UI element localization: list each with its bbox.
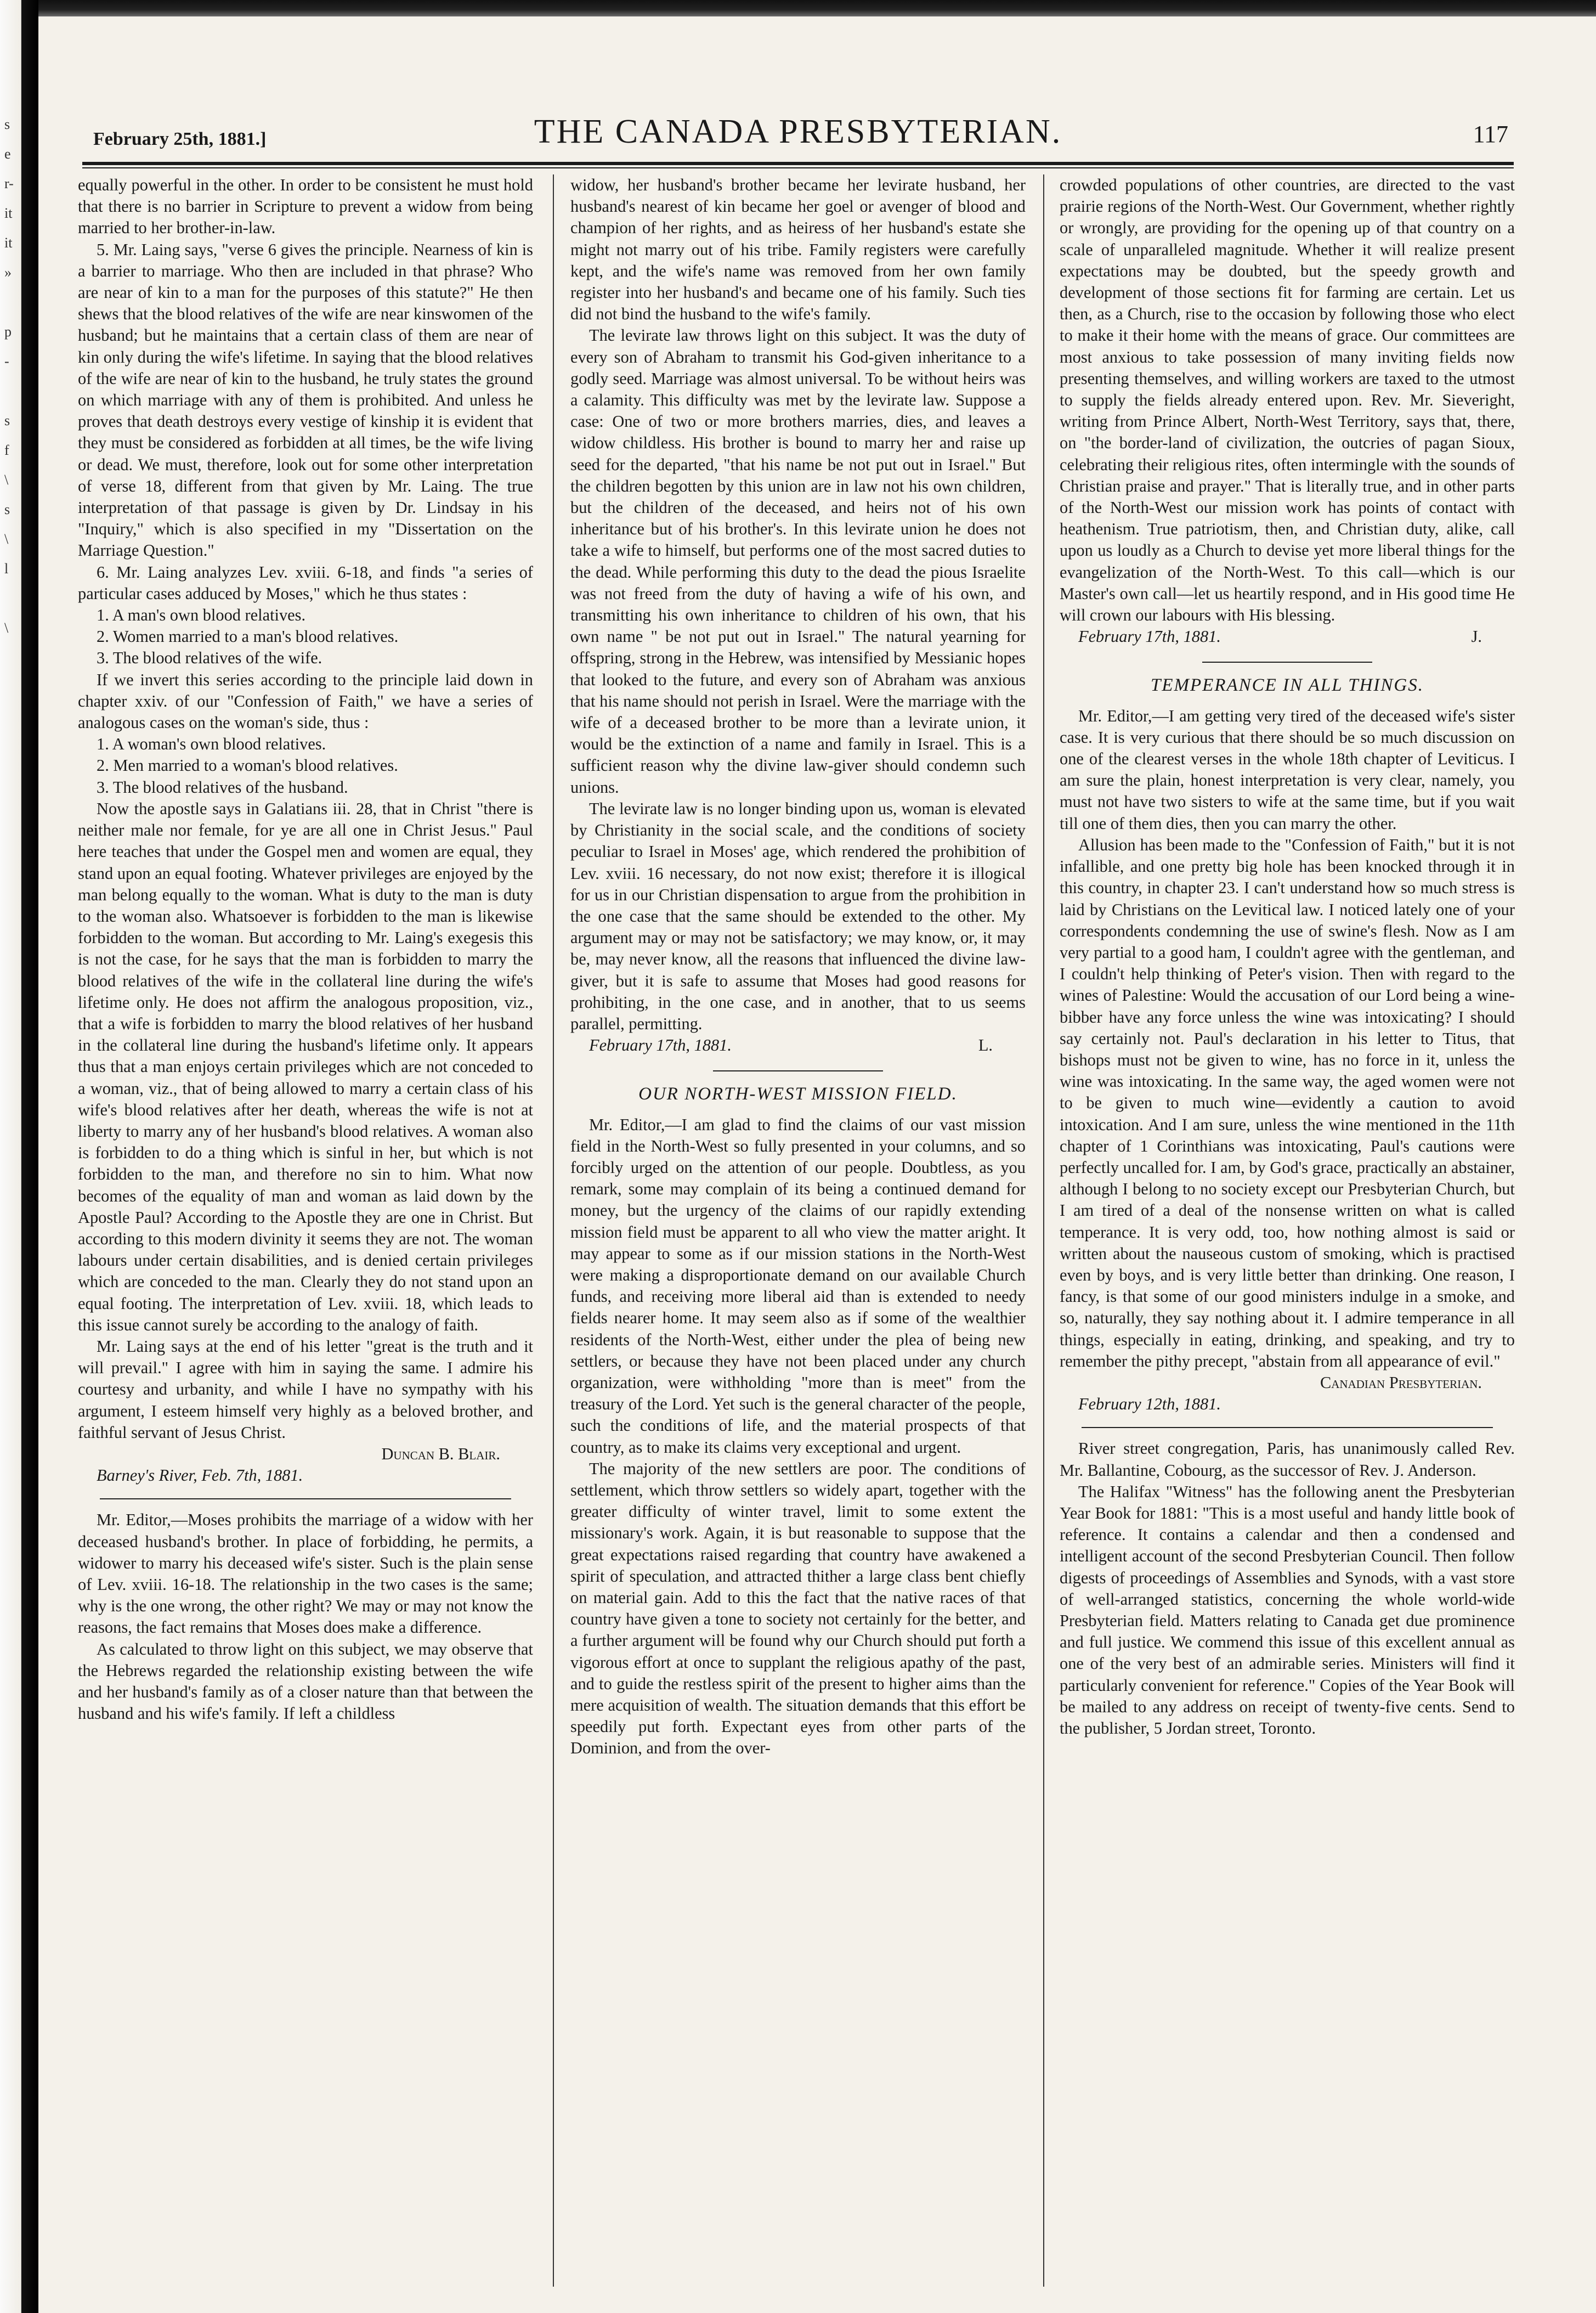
section-rule [713, 1070, 883, 1071]
paragraph: The majority of the new settlers are poor. The conditions of settlement, which throw settlers so widely apart, together with the greater difficulty of winter travel, limit to some extent the missionary's work. Again, it is but reasonable to suppose that the great expectations raised regarding that country have awakened a spirit of speculation, and attracted thither a large class bent chiefly on material gain. Add to this the fact that the native races of that country have given a tone to society not certainly for the better, and a further argument will be found why our Church should put forth a vigorous effort at once to supplant the religious apathy of the past, and to guide the restless spirit of the present to higher aims than the mere acquisition of wealth. The situation demands that this effort be speedily put forth. Expectant eyes from other parts of the Dominion, and from the over- [570, 1459, 1026, 1758]
issue-date: February 25th, 1881.] [93, 129, 267, 149]
column-rule [1043, 174, 1044, 2287]
masthead: THE CANADA PRESBYTERIAN. [534, 113, 1062, 150]
signature: Duncan B. Blair. [381, 1444, 500, 1463]
header-rule [82, 162, 1514, 165]
signature-row [570, 1035, 1026, 1056]
article-heading: TEMPERANCE IN ALL THINGS. [1151, 675, 1424, 696]
paragraph: 6. Mr. Laing analyzes Lev. xviii. 6-18, and finds "a series of particular cases adduced by Moses," which he thus states : [78, 562, 533, 603]
column-3 [1060, 174, 1515, 2287]
paragraph: As calculated to throw light on this subject, we may observe that the Hebrews regarded the relationship existing between the wife and her husband's family as of a closer nature than that between the husband and his wife's family. If left a childless [78, 1639, 533, 1723]
list-item: 3. The blood relatives of the wife. [97, 648, 322, 668]
paragraph: equally powerful in the other. In order to be consistent he must hold that there is no barrier in Scripture to prevent a widow from being married to her brother-in-law. [78, 176, 533, 238]
signature-row [1060, 626, 1515, 647]
signature: L. [978, 1036, 993, 1055]
margin-marks: s e r- it it » p - s f \ s \ l \ [4, 116, 14, 636]
signature: Canadian Presbyterian. [1320, 1373, 1482, 1392]
paragraph: Mr. Editor,—I am getting very tired of the deceased wife's sister case. It is very curious that there should be so much discussion on one of the clearest verses in the whole 18th chapter of Leviticus. I am sure the plain, honest interpretation is very clear, namely, you must not have two sisters to wife at the same time, but if you wait till one of them dies, then you can marry the other. [1060, 706, 1515, 833]
paragraph: The Halifax "Witness" has the following anent the Presbyterian Year Book for 1881: "This is a most useful and handy little book of reference. It contains a calendar and then a condensed and intelligent account of the second Presbyterian Council. Then follow digests of proceedings of Assemblies and Synods, with a vast store of well-arranged statistics, concerning the whole world-wide Presbyterian field. Matters relating to Canada get due prominence and full justice. We commend this issue of this excellent annual as one of the very best of an admirable series. Ministers will find it particularly convenient for reference." Copies of the Year Book will be mailed to any address on receipt of twenty-five cents. Send to the publisher, 5 Jordan street, Toronto. [1060, 1482, 1515, 1738]
dateline: Barney's River, Feb. 7th, 1881. [97, 1466, 303, 1485]
list-item: 1. A woman's own blood relatives. [97, 735, 326, 754]
paragraph: Allusion has been made to the "Confession of Faith," but it is not infallible, and one pretty big hole has been knocked through it in this country, in chapter 23. I can't understand how so much stress is laid by Christians on the Levitical law. I noticed lately one of your correspondents condemning the use of swine's flesh. Now as I am very partial to a good ham, I couldn't agree with the gentleman, and I couldn't help thinking of Peter's vision. Then with regard to the wines of Palestine: Would the accusation of our Lord being a wine-bibber have any force unless the wine was intoxicating? I should say certainly not. Paul's declaration in his letter to Titus, that bishops must not be given to wine, has no force in it, unless the wine was intoxicating. In the same way, the aged women were not to be given to much wine—evidently a caution to avoid intoxication. And I am sure, unless the wine mentioned in the 11th chapter of 1 Corinthians was intoxicating, Paul's cautions were perfectly uncalled for. I am, by God's grace, practically an abstainer, although I belong to no society except our Presbyterian Church, but I am tired of a deal of the nonsense written on what is called temperance. It is very odd, too, how nothing almost is said or written about the nauseous custom of smoking, which is practised even by boys, and is very little better than drinking. One reason, I fancy, is that some of our good ministers indulge in a smoke, and so, naturally, they say nothing about it. I admire temperance in all things, especially in eating, drinking, and speaking, and try to remember the pithy precept, "abstain from all appearance of evil." [1060, 835, 1515, 1370]
dateline: February 17th, 1881. [1078, 627, 1221, 646]
column-2 [570, 174, 1026, 2287]
list-item: 3. The blood relatives of the husband. [97, 777, 348, 797]
paragraph: River street congregation, Paris, has unanimously called Rev. Mr. Ballantine, Cobourg, as the successor of Rev. J. Anderson. [1060, 1439, 1515, 1480]
page-number: 117 [1473, 121, 1508, 148]
list-item: 2. Women married to a man's blood relatives. [97, 627, 399, 646]
header-rule-thin [82, 167, 1514, 168]
paragraph: widow, her husband's brother became her levirate husband, her husband's nearest of kin became her goel or avenger of blood and champion of her rights, and as heiress of her husband's estate she might not marry out of his tribe. Family registers were carefully kept, and the wife's name was removed from her own family register into her husband's and became one of his family. Such ties did not bind the husband to the wife's family. [570, 176, 1026, 324]
paragraph: crowded populations of other countries, are directed to the vast prairie regions of the North-West. Our Government, whether rightly or wrongly, are providing for the opening up of that country on a scale of unparalleled magnitude. Whether it will realize present expectations may be doubted, but the speedy growth and development of those sections fit for farming are certain. Let us then, as a Church, rise to the occasion by following those who elect to make it their home with the means of grace. Our committees are most anxious to take possession of many inviting fields now presenting themselves, and willing workers are taxed to the utmost to supply the fields already entered upon. Rev. Mr. Sieveright, writing from Prince Albert, North-West Territory, says that, there, on "the border-land of civilization, the outcries of pagan Sioux, celebrating their religious rites, often intermingle with the sounds of Christian praise and prayer." That is literally true, and in other parts of the North-West our mission work has points of contact with heathenism. True patriotism, then, and Christian duty, alike, call upon us loudly as a Church to devise yet more liberal things for the evangelization of the North-West. To this call—which is our Master's own call—let us heartily respond, and in His good time He will crown our labours with His blessing. [1060, 176, 1515, 625]
dateline: February 17th, 1881. [589, 1036, 732, 1055]
paragraph: 5. Mr. Laing says, "verse 6 gives the principle. Nearness of kin is a barrier to marriage. Who then are included in that phrase? Who are near of kin to a man for the purposes of this statute?" He then shews that the blood relatives of the wife are near kinswomen of the husband; but he maintains that a certain class of them are near of kin only during the wife's lifetime. In saying that the blood relatives of the wife are near of kin to the husband, he truly states the ground on which marriage with any of them is prohibited. And unless he proves that death destroys every vestige of kinship it is evident that they must be considered as forbidden at all times, be the wife living or dead. We must, therefore, look out for some other interpretation of verse 18, different from that given by Mr. Laing. The true interpretation of that passage is given by Dr. Lindsay in his "Inquiry," which is also specified in my "Dissertation on the Marriage Question." [78, 240, 533, 560]
paragraph: The levirate law is no longer binding upon us, woman is elevated by Christianity in the social scale, and the conditions of society peculiar to Israel in Moses' age, which rendered the prohibition of Lev. xviii. 16 necessary, do not now exist; therefore it is illogical for us in our Christian dispensation to argue from the prohibition in the one case that the same should be extended to the other. My argument may or may not be satisfactory; we may know, or, it may be, may never know, all the reasons that influenced the divine law-giver, but it is safe to assume that Moses had good reasons for prohibiting, in the one case, and in another, that to us seems parallel, permitting. [570, 799, 1026, 1033]
paragraph: Mr. Editor,—I am glad to find the claims of our vast mission field in the North-West so fully presented in your columns, and so forcibly urged on the attention of our people. Doubtless, as you remark, some may complain of its being a continued demand for money, but the urgency of the claims of our rapidly extending mission field must be apparent to all who view the matter aright. It may appear to some as if our mission stations in the North-West were making a disproportionate demand on our available Church funds, and receiving more liberal aid than is extended to needy fields nearer home. It may seem also as if some of the wealthier residents of the North-West, either under the plea of being new settlers, or because they have not been placed under any church organization, were withholding "more than is meet" from the treasury of the Lord. Yet such is the general character of the people, such the conditions of life, and the material prospects of that country, as to make its claims very exceptional and urgent. [570, 1115, 1026, 1457]
column-rule [553, 174, 554, 2287]
list-item: 1. A man's own blood relatives. [97, 606, 306, 625]
article-heading: OUR NORTH-WEST MISSION FIELD. [638, 1084, 958, 1104]
dateline: February 12th, 1881. [1078, 1395, 1221, 1414]
paragraph: Mr. Editor,—Moses prohibits the marriage of a widow with her deceased husband's brother. In place of forbidding, he permits, a widower to marry his deceased wife's sister. Such is the plain sense of Lev. xviii. 16-18. The relationship in the two cases is the same; why is the one wrong, the other right? We may or may not know the reasons, the fact remains that Moses does make a difference. [78, 1510, 533, 1637]
section-rule [1202, 662, 1372, 663]
page-header [82, 112, 1514, 156]
paragraph: The levirate law throws light on this subject. It was the duty of every son of Abraham to transmit his God-given inheritance to a godly seed. Marriage was almost universal. To be without heirs was a calamity. This difficulty was met by the levirate law. Suppose a case: One of two or more brothers marries, dies, and leaves a widow childless. His brother is bound to marry her and raise up seed for the departed, "that his name be not put out in Israel." But the children begotten by this union are in law not his own children, but the children of the deceased, and heirs not of his own inheritance but of his brother's. In this levirate union he does not take a wife to himself, but performs one of the most sacred duties to the dead. While performing this duty to the dead the pious Israelite was not freed from the duty of having a wife of his own, and transmitting his own inheritance to children of his own, that his own name " be not put out in Israel." The natural yearning for offspring, strong in the Hebrew, was intensified by Messianic hopes that looked to the future, and every son of Abraham was anxious that his name should not perish in Israel. Were the marriage with the wife of a deceased brother to be more than a levirate union, it would be the extinction of a name and family in Israel. This is a sufficient reason why the divine law-giver should condemn such unions. [570, 326, 1026, 797]
paragraph: Now the apostle says in Galatians iii. 28, that in Christ "there is neither male nor female, for ye are all one in Christ Jesus." Paul here teaches that under the Gospel men and women are equal, they stand upon an equal footing. Whatever privileges are enjoyed by the man belong equally to the woman. What is duty to the man is duty to the woman also. Whatsoever is forbidden to the man is likewise forbidden to the woman. But according to Mr. Laing's exegesis this is not the case, for he says that the man is forbidden to marry the blood relatives of the wife in the collateral line during the wife's lifetime only. He does not affirm the analogous proposition, viz., that a wife is forbidden to marry the blood relatives of her husband in the collateral line during the husband's lifetime only. It appears thus that a man enjoys certain privileges which are not conceded to a woman, viz., that of being allowed to marry a certain class of his wife's blood relatives after her death, whereas the wife is not at liberty to marry any of her husband's blood relatives. A woman also is forbidden to do a thing which is sinful in her, but which is not forbidden to the man, and therefore no sin to him. What now becomes of the equality of man and woman as laid down by the Apostle Paul? According to the Apostle they are one in Christ. But according to this modern divinity it seems they are not. The woman labours under certain disabilities, and is denied certain privileges which are conceded to the man. Clearly they do not stand upon an equal footing. The interpretation of Lev. xviii. 18, which leads to this issue cannot surely be according to the analogy of faith. [78, 799, 533, 1334]
column-1 [78, 174, 533, 2287]
paragraph: Mr. Laing says at the end of his letter "great is the truth and it will prevail." I agree with him in saying the same. I admire his courtesy and urbanity, and while I have no sympathy with his argument, I esteem himself very highly as a beloved brother, and faithful servant of Jesus Christ. [78, 1336, 533, 1442]
section-rule [100, 1498, 511, 1499]
list-item: 2. Men married to a woman's blood relatives. [97, 756, 398, 775]
paragraph: If we invert this series according to the principle laid down in chapter xxiv. of our "Confession of Faith," we have a series of analogous cases on the woman's side, thus : [78, 670, 533, 732]
scan-top-edge [0, 0, 1596, 16]
section-rule [1082, 1427, 1493, 1428]
signature: J. [1471, 627, 1482, 646]
